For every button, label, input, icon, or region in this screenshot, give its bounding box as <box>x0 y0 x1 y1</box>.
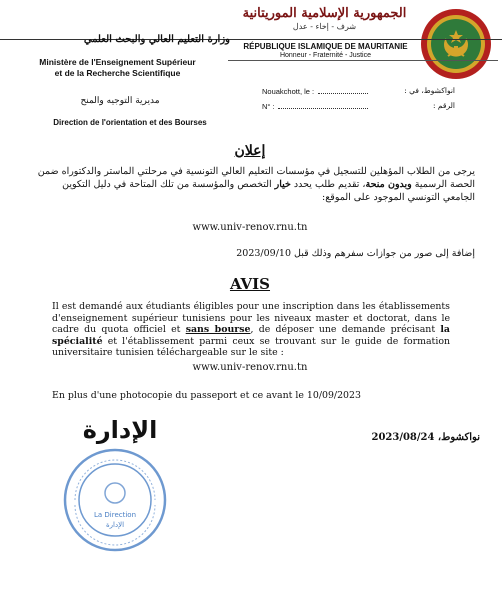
number-label-fr: N° : <box>262 102 275 111</box>
direction-fr: Direction de l'orientation et des Bourses <box>53 118 207 127</box>
motto-fr: Honneur - Fraternité - Justice <box>279 52 372 59</box>
notice-body-fr-part3: et l'établissement parmi ceux se trouvant sur le guide de formation universitaire tunisien téléchargeable sur le site : <box>52 335 450 358</box>
notice-body-ar-part2: ، تقديم طلب يحدد <box>290 179 366 190</box>
place-label-ar: انواكشوط، في : <box>404 86 455 95</box>
republic-title-fr: RÉPUBLIQUE ISLAMIQUE DE MAURITANIE <box>243 42 408 51</box>
guide-url-fr[interactable]: www.univ-renov.rnu.tn <box>192 362 308 373</box>
ministry-ar: وزارة التعليم العالي والبحث العلمي <box>83 34 230 45</box>
ministry-fr-line1: Ministère de l'Enseignement Supérieur <box>39 57 196 67</box>
notice-title-fr: AVIS <box>229 275 271 293</box>
ministry-fr-line2: et de la Recherche Scientifique <box>54 68 181 78</box>
passport-note-fr: En plus d'une photocopie du passeport et ce avant le 10/09/2023 <box>52 390 361 401</box>
notice-body-fr-part1: Il est demandé aux étudiants éligibles pour une inscription dans les établissements d'enseignement supérieur tunisiens pour les niveaux master et doctorat, dans le cadre du quota officiel et <box>52 301 450 335</box>
notice-body-fr-bold: la spécialité <box>52 324 451 347</box>
number-dots <box>278 108 368 109</box>
notice-body-ar-bold1: وبدون منحة <box>365 179 412 190</box>
notice-body-ar-part1: يرجى من الطلاب المؤهلين للتسجيل في مؤسسات التعليم العالي التونسية في مرحلتي الماستر والدكتوراه ضمن الحصة الرسمية <box>37 166 475 190</box>
official-stamp-icon <box>60 445 170 555</box>
republic-title-ar: الجمهورية الإسلامية الموريتانية <box>242 6 407 21</box>
stamp-text-ar: الإدارة <box>105 521 125 529</box>
signatory-name: الإدارة <box>82 416 158 444</box>
number-label-ar: الرقم : <box>433 101 455 110</box>
passport-note-ar: إضافة إلى صور من جوازات سفرهم وذلك قبل 2023/09/10 <box>236 248 475 259</box>
notice-body-ar-bold2: خيار <box>274 179 291 190</box>
stamp-text-fr: La Direction <box>93 511 137 519</box>
notice-body-fr <box>52 301 450 359</box>
guide-url-ar[interactable]: www.univ-renov.rnu.tn <box>192 222 308 233</box>
notice-body-fr-part2: , de déposer une demande précisant <box>250 324 441 335</box>
header-subdivider <box>228 60 498 61</box>
direction-ar: مديرية التوجيه والمنح <box>80 96 160 106</box>
notice-body-ar <box>35 165 475 204</box>
place-label-fr: Nouakchott, le : <box>262 87 315 96</box>
notice-title-ar: إعلان <box>234 143 266 159</box>
signature-date: نواكشوط، 2023/08/24 <box>371 432 480 443</box>
notice-body-fr-underlined: sans bourse <box>185 324 251 335</box>
national-seal-icon <box>420 8 492 80</box>
motto-ar: شرف - إخاء - عدل <box>292 22 357 31</box>
notice-body-ar-part3: التخصص والمؤسسة من تلك المتاحة في دليل التكوين الجامعي التونسي الموجود على الموقع: <box>62 179 475 203</box>
place-dots <box>318 93 368 94</box>
